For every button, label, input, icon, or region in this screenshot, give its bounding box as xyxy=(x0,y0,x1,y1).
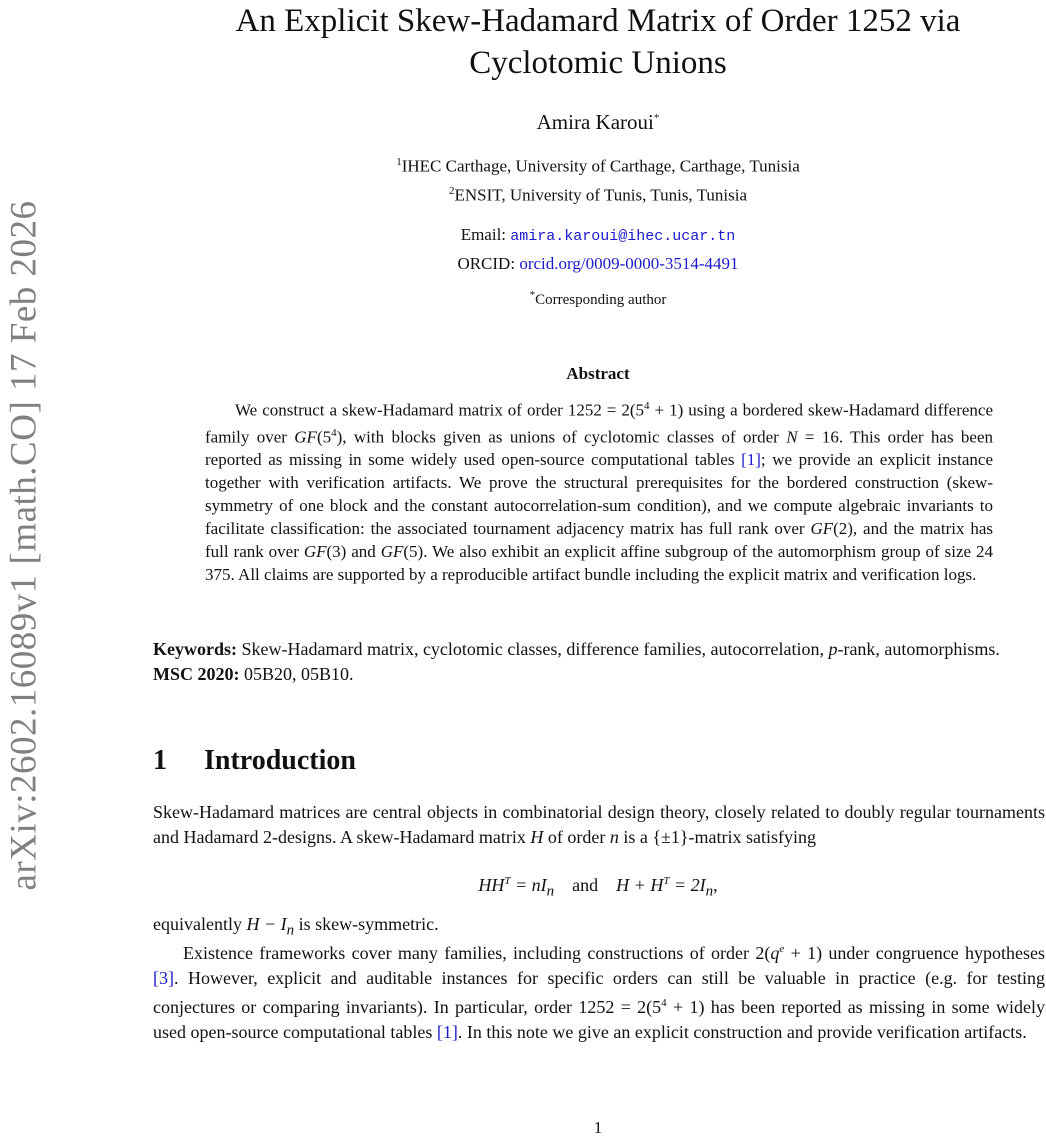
affiliation-2-number: 2 xyxy=(448,185,455,197)
arxiv-stamp-text: arXiv:2602.16089v1 [math.CO] 17 Feb 2026 xyxy=(3,199,45,891)
intro-paragraph-2: Existence frameworks cover many families, including constructions of order $2(q^e + 1)$ under congruence hypotheses [3]. However, explicit and auditable instances for specific orders can still be valuable in practice (e.g. for testing conjectures or comparing invariants). In particular, order $1252 = 2(5^4 + 1)$ has been reported as missing in some widely used open-source computational tables [1]. In this note we give an explicit construction and provide verification artifacts. xyxy=(153,943,1045,1042)
corresponding-author-note xyxy=(150,289,1046,309)
title-line-1: An Explicit Skew-Hadamard Matrix of Order 1252 via xyxy=(235,3,961,39)
paper-title xyxy=(150,0,1046,84)
msc-codes: 05B20, 05B10. xyxy=(244,663,354,684)
intro-after-equation: equivalently $H - I_n$ is skew-symmetric. xyxy=(153,914,439,939)
email-label: Email: xyxy=(460,225,507,244)
title-line-2: Cyclotomic Unions xyxy=(469,45,727,81)
affiliation-2 xyxy=(150,185,1046,206)
affiliation-1-text: IHEC Carthage, University of Carthage, Carthage, Tunisia xyxy=(401,156,800,176)
keywords: Keywords: Skew-Hadamard matrix, cyclotomic classes, difference families, autocorrelation, p-rank, automorphisms. xyxy=(153,639,1000,659)
abstract-heading: Abstract xyxy=(566,364,630,383)
corresponding-text: Corresponding author xyxy=(535,292,667,308)
abstract-paragraph: We construct a skew-Hadamard matrix of order $1252 = 2(5^4 + 1)$ using a bordered skew-Hadamard difference family over $GF(5^4)$, with blocks given as unions of cyclotomic classes of order N = 16. This order has been reported as missing in some widely used open-source computational tables [1]; we provide an explicit instance together with verification artifacts. We prove the structural prerequisites for the bordered construction (skew-symmetry of one block and the constant autocorrelation-sum condition), and we compute algebraic invariants to facilitate classification: the associated tournament adjacency matrix has full rank over GF(2), and the matrix has full rank over GF(3) and GF(5). We also exhibit an explicit affine subgroup of the automorphism group of size 24 375. All claims are supported by a reproducible artifact bundle including the explicit matrix and verification logs. xyxy=(205,400,994,585)
citation-link-1-intro[interactable]: [1] xyxy=(436,1022,458,1042)
intro-paragraph-1: Skew-Hadamard matrices are central objects in combinatorial design theory, closely related to doubly regular tournaments and Hadamard 2-designs. A skew-Hadamard matrix H of order n is a {±1}-matrix satisfying xyxy=(153,802,1045,847)
email-line xyxy=(150,225,1046,245)
author xyxy=(150,110,1046,135)
author-mark: * xyxy=(653,112,660,124)
corresponding-mark: * xyxy=(529,289,536,301)
page-number: 1 xyxy=(593,1118,603,1137)
keywords-block xyxy=(153,637,1045,686)
section-title: Introduction xyxy=(204,745,356,776)
arxiv-identifier-stamp xyxy=(4,150,44,940)
author-name: Amira Karoui xyxy=(536,110,654,134)
section-number: 1 xyxy=(153,745,167,776)
abstract-body xyxy=(205,395,993,586)
citation-link-1[interactable]: [1] xyxy=(741,450,761,470)
msc-label: MSC 2020: xyxy=(153,663,240,684)
orcid-label: ORCID: xyxy=(457,254,516,273)
affiliation-2-text: ENSIT, University of Tunis, Tunis, Tunisia xyxy=(454,185,748,205)
affiliation-1 xyxy=(150,156,1046,177)
citation-link-3[interactable]: [3] xyxy=(153,968,174,988)
display-equation: $HH^T = nI_n$ and $H + H^T = 2I_n$, xyxy=(478,875,718,900)
orcid-line xyxy=(150,254,1046,274)
orcid-link[interactable]: orcid.org/0009-0000-3514-4491 xyxy=(519,254,739,273)
section-heading-introduction xyxy=(153,745,356,777)
affiliation-1-number: 1 xyxy=(396,156,402,168)
msc-classification xyxy=(153,662,1045,687)
email-link[interactable]: amira.karoui@ihec.ucar.tn xyxy=(510,228,736,245)
keywords-label: Keywords: xyxy=(153,639,237,659)
